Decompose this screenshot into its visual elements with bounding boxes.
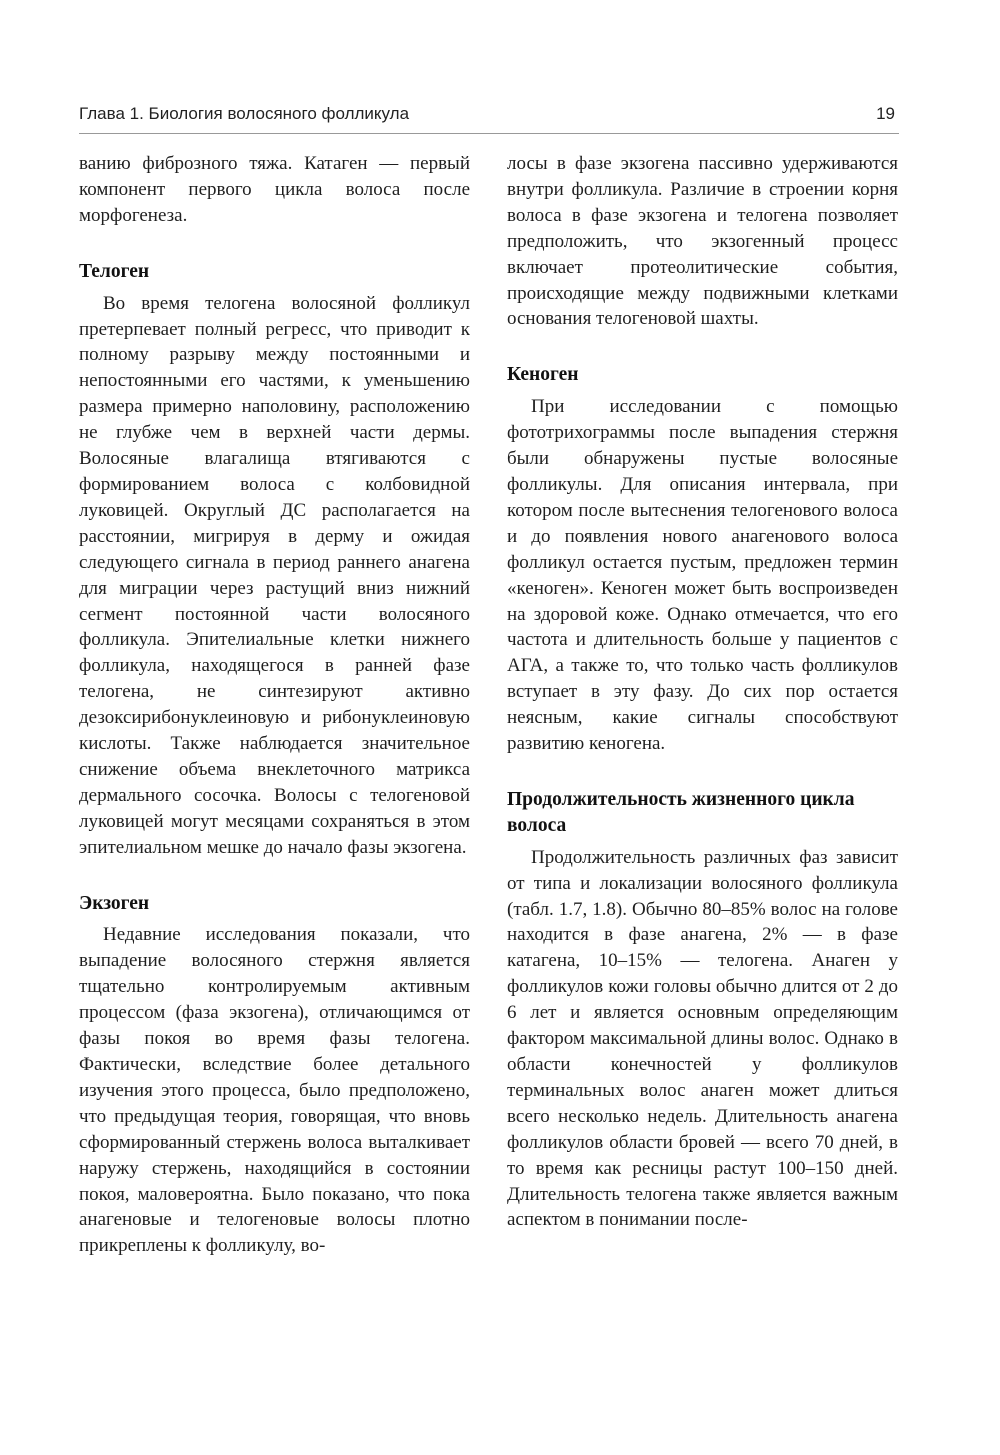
- paragraph-continuation: ванию фиброзного тяжа. Катаген — первый компонент первого цикла волоса после морфогенеза.: [79, 153, 470, 226]
- paragraph-exogen: Недавние исследования показали, что выпадение волосяного стержня является тщательно контролируемым активным процессом (фаза экзогена), отличающимся от фазы покоя во время фазы телогена. Фактически, вследствие более детального изучения этого процесса, было предположено, что предыдущая теория, говорящая, что вновь сформированный стержень волоса выталкивает наружу стержень, находящийся в состоянии покоя, маловероятна. Было показано, что пока анагеновые и телогеновые волосы плотно прикреплены к фолликулу, во-: [79, 924, 470, 1257]
- paragraph-duration: Продолжительность различных фаз зависит от типа и локализации волосяного фолликула (табл. 1.7, 1.8). Обычно 80–85% волос на голове находится в фазе анагена, 2% — в фазе катагена, 10–15% — телогена. Анаген у фолликулов кожи головы обычно длится от 2 до 6 лет и является основным определяющим фактором максимальной длины волос. Однако в области конечностей у фолликулов терминальных волос анаген может длиться всего несколько недель. Длительность анагена фолликулов области бровей — всего 70 дней, в то время как ресницы растут 100–150 дней. Длительность телогена также является важным аспектом в понимании после-: [507, 846, 898, 1231]
- page-number: 19: [876, 104, 895, 123]
- left-column: [79, 151, 470, 1259]
- paragraph-telogen: Во время телогена волосяной фолликул претерпевает полный регресс, что приводит к полному разрыву между постоянными и непостоянными его частями, к уменьшению размера примерно наполовину, расположению не глубже чем в верхней части дермы. Волосяные влагалища втягиваются с формированием волоса с колбовидной луковицей. Округлый ДС располагается на расстоянии, мигрируя в дерму и ожидая следующего сигнала в период раннего анагена для миграции через растущий вниз нижний сегмент постоянной части волосяного фолликула. Эпителиальные клетки нижнего фолликула, находящегося в ранней фазе телогена, не синтезируют активно дезоксирибонуклеиновую и рибонуклеиновую кислоты. Также наблюдается значительное снижение объема внеклеточного матрикса дермального сосочка. Волосы с телогеновой луковицей могут месяцами сохраняться в этом эпителиальном мешке до начало фазы экзогена.: [79, 292, 470, 858]
- header-divider: [79, 133, 899, 134]
- right-column: [507, 151, 898, 1233]
- section-heading-exogen: Экзоген: [79, 892, 150, 914]
- section-heading-duration: Продолжительность жизненного цикла волоса: [507, 788, 855, 836]
- paragraph-kenogen: При исследовании с помощью фототрихограммы после выпадения стержня были обнаружены пустые волосяные фолликулы. Для описания интервала, при котором после вытеснения телогенового волоса и до появления нового анагенового волоса фолликул остается пустым, предложен термин «кеноген». Кеноген может быть воспроизведен на здоровой коже. Однако отмечается, что его частота и длительность больше у пациентов с АГА, а также то, что только часть фолликулов вступает в эту фазу. До сих пор остается неясным, какие сигналы способствуют развитию кеногена.: [507, 396, 898, 755]
- running-head: [79, 104, 899, 128]
- chapter-title: Глава 1. Биология волосяного фолликула: [79, 104, 410, 123]
- section-heading-kenogen: Кеноген: [507, 364, 579, 386]
- section-heading-telogen: Телоген: [79, 260, 150, 282]
- paragraph-continuation: лосы в фазе экзогена пассивно удерживаются внутри фолликула. Различие в строении корня волоса в фазе экзогена и телогена позволяет предположить, что экзогенный процесс включает протеолитические события, происходящие между подвижными клетками основания телогеновой шахты.: [507, 153, 898, 330]
